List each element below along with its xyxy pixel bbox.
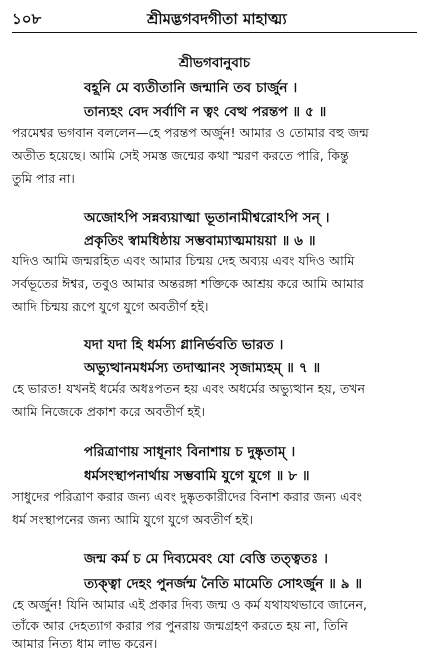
translation-6-line-3: আদি চিন্ময় রূপে যুগে যুগে অবতীর্ণ হই। xyxy=(12,299,209,314)
translation-6-line-1: যদিও আমি জন্মরহিত এবং আমার চিন্ময় দেহ অব্যয় এবং যদিও আমি xyxy=(12,253,355,268)
translation-9-line-3: আমার নিত্য ধাম লাভ করেন। xyxy=(12,636,158,651)
verse-5-line-1: বহূনি মে ব্যতীতানি জন্মানি তব চার্জুন । xyxy=(84,80,298,96)
running-title: শ্রীমদ্ভগবদগীতা মাহাত্ম্য xyxy=(147,10,287,28)
translation-6-line-2: সর্বভূতের ঈশ্বর, তবুও আমার অন্তরঙ্গা শক্তিকে আশ্রয় করে আমি আমার xyxy=(12,276,364,291)
translation-9-line-2: তাঁকে আর দেহত্যাগ করার পর পুনরায় জন্মগ্রহণ করতে হয় না, তিনি xyxy=(12,618,348,633)
page-number: ১০৮ xyxy=(12,10,42,28)
translation-5-line-2: অতীত হয়েছে। আমি সেই সমস্ত জন্মের কথা স্মরণ করতে পারি, কিন্তু xyxy=(12,148,349,163)
speaker-heading: শ্রীভগবানুবাচ xyxy=(178,55,251,71)
header-rule xyxy=(12,32,417,33)
verse-9-line-2: ত্যক্ত্বা দেহং পুনর্জন্ম নৈতি মামেতি সোঽর্জুন ॥ ৯ ॥ xyxy=(84,576,363,592)
verse-8-line-1: পরিত্রাণায় সাধূনাং বিনাশায় চ দুষ্কৃতাম্ । xyxy=(84,444,296,460)
translation-7-line-1: হে ভারত! যখনই ধর্মের অধঃপতন হয় এবং অধর্মের অভ্যুত্থান হয়, তখন xyxy=(12,381,366,396)
translation-5-line-1: পরমেশ্বর ভগবান বললেন—হে পরন্তপ অর্জুন! আমার ও তোমার বহু জন্ম xyxy=(12,125,369,140)
verse-9-line-1: জন্ম কর্ম চ মে দিব্যমেবং যো বেত্তি তত্ত্বতঃ । xyxy=(84,551,329,567)
verse-8-line-2: ধর্মসংস্থাপনার্থায় সম্ভবামি যুগে যুগে ॥ ৮ ॥ xyxy=(84,468,310,484)
verse-6-line-1: অজোঽপি সন্নব্যয়াত্মা ভূতানামীশ্বরোঽপি সন্ । xyxy=(84,210,330,226)
verse-7-line-1: যদা যদা হি ধর্মস্য গ্লানির্ভবতি ভারত । xyxy=(84,337,284,353)
translation-9-line-1: হে অর্জুন! যিনি আমার এই প্রকার দিব্য জন্ম ও কর্ম যথাযথভাবে জানেন, xyxy=(12,597,368,612)
translation-7-line-2: আমি নিজেকে প্রকাশ করে অবতীর্ণ হই। xyxy=(12,404,205,419)
translation-8-line-2: ধর্ম সংস্থাপনের জন্য আমি যুগে যুগে অবতীর্ণ হই। xyxy=(12,512,253,527)
translation-8-line-1: সাধুদের পরিত্রাণ করার জন্য এবং দুষ্কৃতকারীদের বিনাশ করার জন্য এবং xyxy=(12,489,363,504)
verse-5-line-2: তান্যহং বেদ সর্বাণি ন ত্বং বেত্থ পরন্তপ ॥ ৫ ॥ xyxy=(84,104,327,120)
verse-7-line-2: অভ্যুত্থানমধর্মস্য তদাত্মানং সৃজাম্যহম্ ॥ ৭ ॥ xyxy=(84,360,321,376)
page-header xyxy=(12,6,417,32)
translation-5-line-3: তুমি পার না। xyxy=(12,171,75,186)
verse-6-line-2: প্রকৃতিং স্বামধিষ্ঠায় সম্ভবাম্যাত্মমায়য়া ॥ ৬ ॥ xyxy=(84,233,316,249)
